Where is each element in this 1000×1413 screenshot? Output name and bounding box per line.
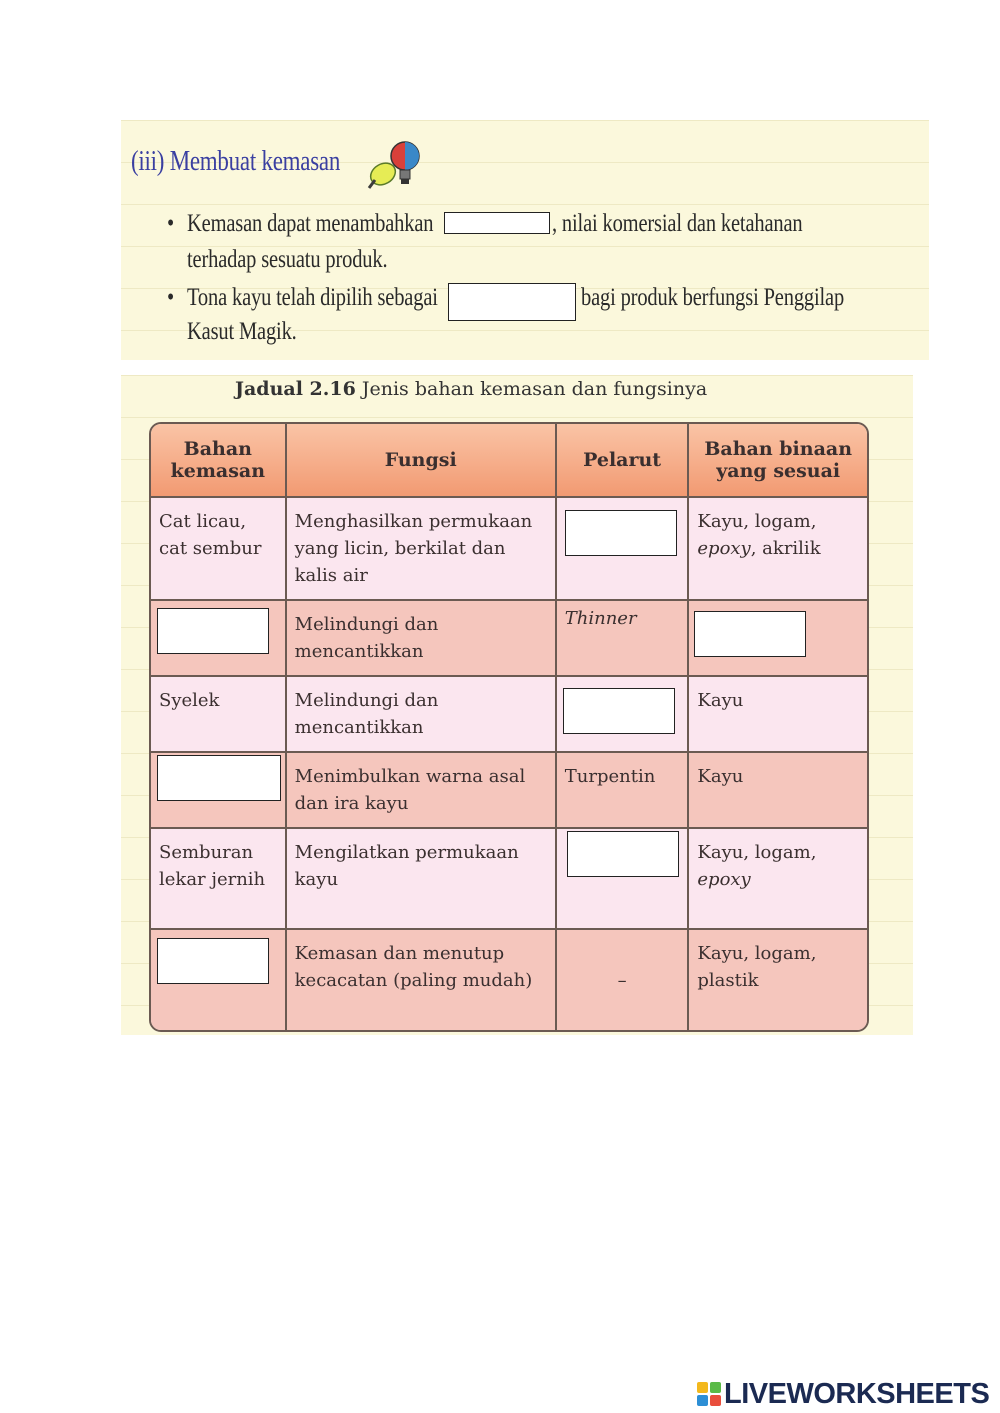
bullet-2-text-after: bagi produk berfungsi Penggilap: [581, 284, 845, 311]
caption-text: Jenis bahan kemasan dan fungsinya: [361, 378, 708, 400]
cell-binaan: Kayu: [689, 753, 867, 829]
header-bahan-binaan: Bahan binaan yang sesuai: [689, 424, 867, 498]
cell-pelarut: –: [557, 930, 690, 1030]
cell-bahan: [151, 601, 287, 677]
blank-pelarut-5[interactable]: [567, 831, 679, 877]
table-row: [151, 601, 867, 677]
packaging-section: [121, 120, 929, 360]
binaan-text: Kayu, logam,: [697, 842, 817, 863]
blank-bahan-6[interactable]: [157, 938, 269, 984]
table-row: [151, 753, 867, 829]
bullet-2-text-before: Tona kayu telah dipilih sebagai: [187, 284, 438, 311]
cell-bahan: [151, 930, 287, 1030]
cell-fungsi: Melindungi dan mencantikkan: [287, 601, 557, 677]
binaan-text-rest: , akrilik: [750, 538, 821, 559]
logo-grid-icon: [697, 1382, 721, 1406]
blank-pelarut-5-input[interactable]: [568, 832, 678, 876]
caption-number: Jadual 2.16: [235, 378, 356, 400]
header-bahan-kemasan: Bahan kemasan: [151, 424, 287, 498]
pelarut-thinner: Thinner: [564, 608, 637, 629]
blank-pelarut-3-input[interactable]: [564, 689, 674, 733]
bullet-dot: •: [167, 210, 175, 237]
blank-pelarut-3[interactable]: [563, 688, 675, 734]
table-row: [151, 498, 867, 601]
table-caption: [235, 378, 707, 400]
header-pelarut: Pelarut: [557, 424, 690, 498]
table-row: [151, 930, 867, 1030]
bullet-1-text-line2: terhadap sesuatu produk.: [187, 246, 388, 273]
cell-fungsi: Mengilatkan permukaan kayu: [287, 829, 557, 930]
packaging-table: [149, 422, 869, 1032]
cell-pelarut: [557, 677, 690, 753]
cell-binaan: Kayu: [689, 677, 867, 753]
blank-bahan-4-input[interactable]: [158, 756, 280, 800]
cell-binaan: [689, 498, 867, 601]
blank-bahan-2[interactable]: [157, 608, 269, 654]
bullet-1-text-before: Kemasan dapat menambahkan: [187, 210, 434, 237]
blank-bullet-1[interactable]: [444, 212, 550, 234]
table-row: [151, 829, 867, 930]
bullet-dot: •: [167, 284, 175, 311]
blank-binaan-2[interactable]: [694, 611, 806, 657]
cell-binaan: [689, 829, 867, 930]
cell-pelarut: [557, 829, 690, 930]
blank-bullet-2-input[interactable]: [449, 284, 575, 320]
blank-bahan-6-input[interactable]: [158, 939, 268, 983]
binaan-epoxy: epoxy: [697, 538, 751, 559]
cell-fungsi: Melindungi dan mencantikkan: [287, 677, 557, 753]
cell-fungsi: Menimbulkan warna asal dan ira kayu: [287, 753, 557, 829]
cell-bahan: Cat licau, cat sembur: [151, 498, 287, 601]
brand-text: LIVEWORKSHEETS: [724, 1378, 990, 1410]
cell-bahan: Syelek: [151, 677, 287, 753]
blank-bahan-2-input[interactable]: [158, 609, 268, 653]
cell-bahan: [151, 753, 287, 829]
blank-binaan-2-input[interactable]: [695, 612, 805, 656]
blank-bullet-2[interactable]: [448, 283, 576, 321]
cell-pelarut: [557, 601, 690, 677]
cell-fungsi: Kemasan dan menutup kecacatan (paling mudah): [287, 930, 557, 1030]
blank-pelarut-1[interactable]: [565, 510, 677, 556]
table-section: [121, 375, 913, 1035]
table-row: [151, 677, 867, 753]
blank-bahan-4[interactable]: [157, 755, 281, 801]
cell-binaan: [689, 601, 867, 677]
header-fungsi: Fungsi: [287, 424, 557, 498]
cell-pelarut: Turpentin: [557, 753, 690, 829]
binaan-epoxy: epoxy: [697, 869, 751, 890]
cell-bahan: Semburan lekar jernih: [151, 829, 287, 930]
binaan-text: Kayu, logam,: [697, 511, 817, 532]
blank-pelarut-1-input[interactable]: [566, 511, 676, 555]
bullet-2-text-line2: Kasut Magik.: [187, 318, 297, 345]
cell-binaan: Kayu, logam, plastik: [689, 930, 867, 1030]
blank-bullet-1-input[interactable]: [445, 214, 549, 234]
cell-pelarut: [557, 498, 690, 601]
idea-bulb-icon: [361, 134, 423, 194]
section-title: (iii) Membuat kemasan: [131, 146, 341, 177]
bullet-1-text-after: , nilai komersial dan ketahanan: [552, 210, 803, 237]
cell-fungsi: Menghasilkan permukaan yang licin, berkilat dan kalis air: [287, 498, 557, 601]
